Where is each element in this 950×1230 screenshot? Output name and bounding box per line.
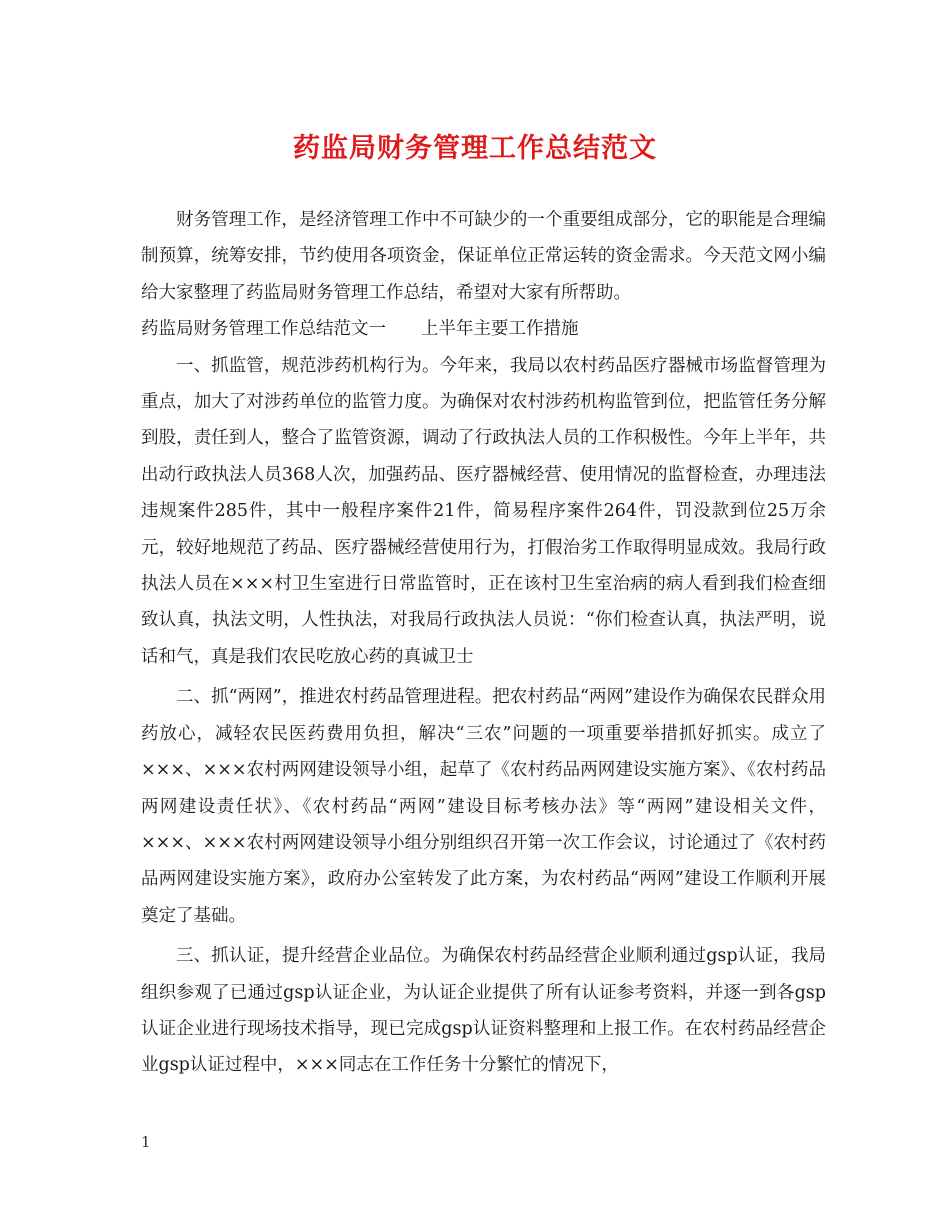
page-number: 1: [141, 1133, 151, 1151]
paragraph-certification: 三、抓认证，提升经营企业品位。为确保农村药品经营企业顺利通过gsp认证，我局组织参观了已通过gsp认证企业，为认证企业提供了所有认证参考资料，并逐一到各gsp认证企业进行现场技术指导，现已完成gsp认证资料整理和上报工作。在农村药品经营企业gsp认证过程中，×××同志在工作任务十分繁忙的情况下，: [141, 946, 826, 1076]
section-heading: 药监局财务管理工作总结范文一 上半年主要工作措施: [141, 319, 579, 340]
intro-paragraph: 财务管理工作，是经济管理工作中不可缺少的一个重要组成部分，它的职能是合理编制预算，统筹安排，节约使用各项资金，保证单位正常运转的资金需求。今天范文网小编给大家整理了药监局财务管理工作总结，希望对大家有所帮助。: [141, 210, 826, 303]
document-title: 药监局财务管理工作总结范文: [293, 133, 657, 164]
paragraph-two-networks: 二、抓“两网”，推进农村药品管理进程。把农村药品“两网”建设作为确保农民群众用药放心，减轻农民医药费用负担，解决“三农”问题的一项重要举措抓好抓实。成立了×××、×××农村两网建设领导小组，起草了《农村药品两网建设实施方案》、《农村药品两网建设责任状》、《农村药品“两网”建设目标考核办法》等“两网”建设相关文件，×××、×××农村两网建设领导小组分别组织召开第一次工作会议，讨论通过了《农村药品两网建设实施方案》，政府办公室转发了此方案，为农村药品“两网”建设工作顺利开展奠定了基础。: [141, 687, 826, 926]
document-body: [141, 202, 826, 1084]
paragraph-supervision: 一、抓监管，规范涉药机构行为。今年来，我局以农村药品医疗器械市场监督管理为重点，加大了对涉药单位的监管力度。为确保对农村涉药机构监管到位，把监管任务分解到股，责任到人，整合了监管资源，调动了行政执法人员的工作积极性。今年上半年，共出动行政执法人员368人次，加强药品、医疗器械经营、使用情况的监督检查，办理违法违规案件285件，其中一般程序案件21件，简易程序案件264件，罚没款到位25万余元，较好地规范了药品、医疗器械经营使用行为，打假治劣工作取得明显成效。我局行政执法人员在×××村卫生室进行日常监管时，正在该村卫生室治病的病人看到我们检查细致认真，执法文明，人性执法，对我局行政执法人员说：“你们检查认真，执法严明，说话和气，真是我们农民吃放心药的真诚卫士: [141, 355, 826, 667]
